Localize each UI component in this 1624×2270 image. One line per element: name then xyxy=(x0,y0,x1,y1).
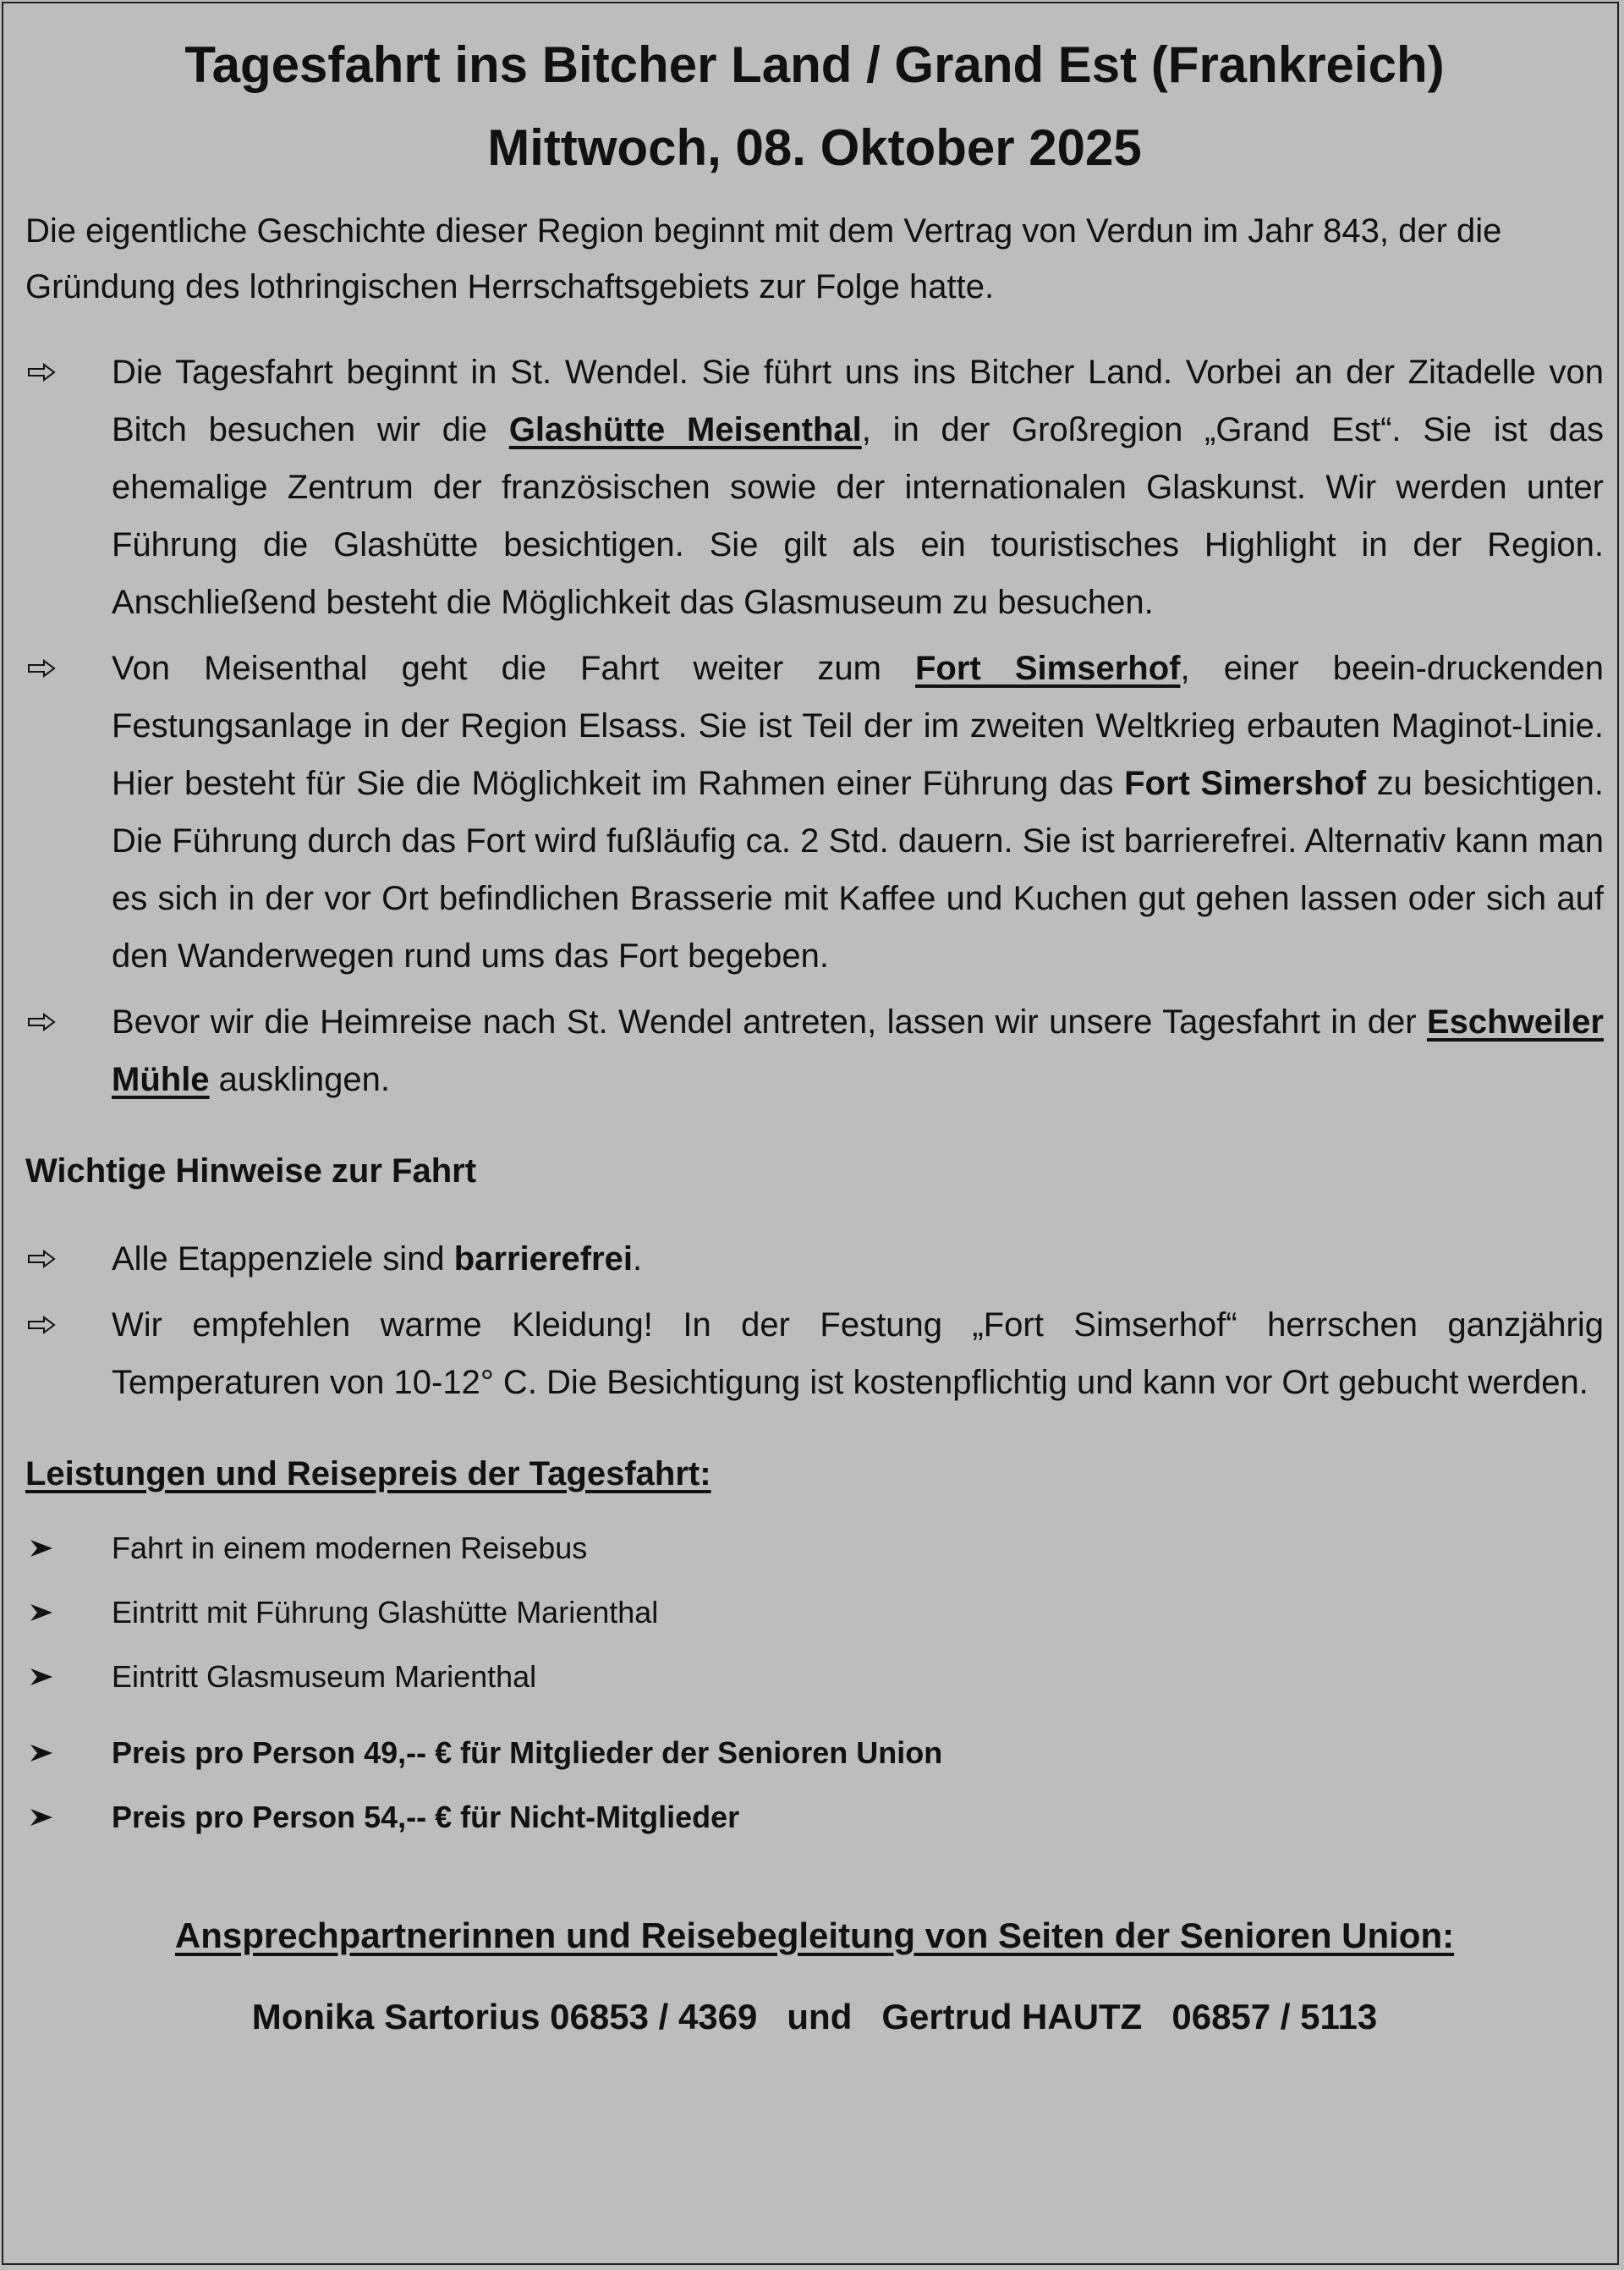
hint-text: Alle Etappenziele sind xyxy=(112,1240,454,1278)
service-item-label: Fahrt in einem modernen Reisebus xyxy=(112,1531,588,1565)
arrowhead-bullet-icon xyxy=(29,1645,54,1709)
program-text: , in der Großregion „Grand Est“. Sie ist das ehemalige Zentrum der französischen sowie der internationalen Glaskunst. Wir werden unter Führung die Glashütte besichtigen. Sie gilt als ein touristisches Highlight in der Region. Anschließend besteht die Möglichkeit das Glasmuseum zu besuchen. xyxy=(112,411,1605,621)
service-item-label: Eintritt mit Führung Glashütte Marienthal xyxy=(112,1595,659,1630)
service-item xyxy=(25,1580,1604,1645)
program-text: , einer beein-druckenden Festungsanlage in der Region Elsass. Sie ist Teil der im zweiten Weltkrieg erbauten Maginot-Linie. Hier besteht für Sie die Möglichkeit im Rahmen einer Führung das xyxy=(112,650,1604,802)
page-title xyxy=(25,24,1604,190)
title-line-2: Mittwoch, 08. Oktober 2025 xyxy=(487,119,1142,176)
price-item-label: Preis pro Person 54,-- € für Nicht-Mitglieder xyxy=(112,1800,740,1834)
barrierefrei-bold: barrierefrei xyxy=(453,1240,633,1278)
hints-title: Wichtige Hinweise zur Fahrt xyxy=(25,1152,477,1190)
glashuette-meisenthal-link: Glashütte Meisenthal xyxy=(508,411,862,448)
outline-right-arrow-icon xyxy=(27,344,61,401)
services-list xyxy=(25,1516,1604,1850)
service-item xyxy=(25,1516,1604,1580)
service-item xyxy=(25,1645,1604,1709)
services-title: Leistungen und Reisepreis der Tagesfahrt: xyxy=(25,1455,711,1492)
hint-item-clothing xyxy=(25,1296,1604,1411)
arrowhead-bullet-icon xyxy=(29,1516,54,1580)
arrowhead-bullet-icon xyxy=(29,1580,54,1645)
hint-text: . xyxy=(632,1240,643,1278)
price-item xyxy=(25,1721,1604,1785)
hint-text: Wir empfehlen warme Kleidung! In der Festung „Fort Simserhof“ herrschen ganzjährig Temperaturen von 10-12° C. Die Besichtigung ist kostenpflichtig und kann vor Ort gebucht werden. xyxy=(112,1306,1604,1401)
flyer-frame xyxy=(2,2,1619,2265)
arrowhead-bullet-icon xyxy=(29,1785,54,1850)
price-item-label: Preis pro Person 49,-- € für Mitglieder der Senioren Union xyxy=(112,1735,943,1770)
outline-right-arrow-icon xyxy=(27,993,61,1051)
intro-paragraph: Die eigentliche Geschichte dieser Region beginnt mit dem Vertrag von Verdun im Jahr 843, der die Gründung des lothringischen Herrschaftsgebiets zur Folge hatte. xyxy=(25,212,1502,305)
outline-right-arrow-icon xyxy=(27,640,61,697)
fort-simserhof-link: Fort Simserhof xyxy=(915,650,1181,687)
outline-right-arrow-icon xyxy=(27,1296,61,1354)
title-line-1: Tagesfahrt ins Bitcher Land / Grand Est (Frankreich) xyxy=(184,36,1445,93)
program-text: Bevor wir die Heimreise nach St. Wendel antreten, lassen wir unsere Tagesfahrt in der xyxy=(112,1003,1427,1041)
eschweiler-muehle-link: Eschweiler Mühle xyxy=(112,1003,1604,1098)
program-item-eschweiler xyxy=(25,993,1604,1108)
service-item-label: Eintritt Glasmuseum Marienthal xyxy=(112,1659,537,1694)
program-text: ausklingen. xyxy=(209,1061,391,1098)
price-item xyxy=(25,1785,1604,1850)
program-item-simserhof xyxy=(25,640,1604,985)
outline-right-arrow-icon xyxy=(27,1230,61,1288)
program-text: Die Tagesfahrt beginnt in St. Wendel. Sie führt uns ins Bitcher Land. Vorbei an der Zitadelle von Bitch besuchen wir die xyxy=(112,354,1604,448)
contact-line: Monika Sartorius 06853 / 4369 und Gertrud HAUTZ 06857 / 5113 xyxy=(251,1997,1378,2036)
flyer-content xyxy=(25,24,1604,2042)
hints-list xyxy=(25,1230,1604,1411)
contact-title: Ansprechpartnerinnen und Reisebegleitung von Seiten der Senioren Union: xyxy=(174,1915,1455,1955)
program-text: zu besichtigen. Die Führung durch das Fort wird fußläufig ca. 2 Std. dauern. Sie ist barrierefrei. Alternativ kann man es sich in der vor Ort befindlichen Brasserie mit Kaffee und Kuchen gut gehen lassen oder sich auf den Wanderwegen rund ums das Fort begeben. xyxy=(112,765,1604,975)
fort-simershof-bold: Fort Simershof xyxy=(1124,765,1367,802)
program-list xyxy=(25,344,1604,1108)
arrowhead-bullet-icon xyxy=(29,1721,54,1785)
program-item-meisenthal xyxy=(25,344,1604,631)
hint-item-accessible xyxy=(25,1230,1604,1288)
program-text: Von Meisenthal geht die Fahrt weiter zum xyxy=(112,650,915,687)
